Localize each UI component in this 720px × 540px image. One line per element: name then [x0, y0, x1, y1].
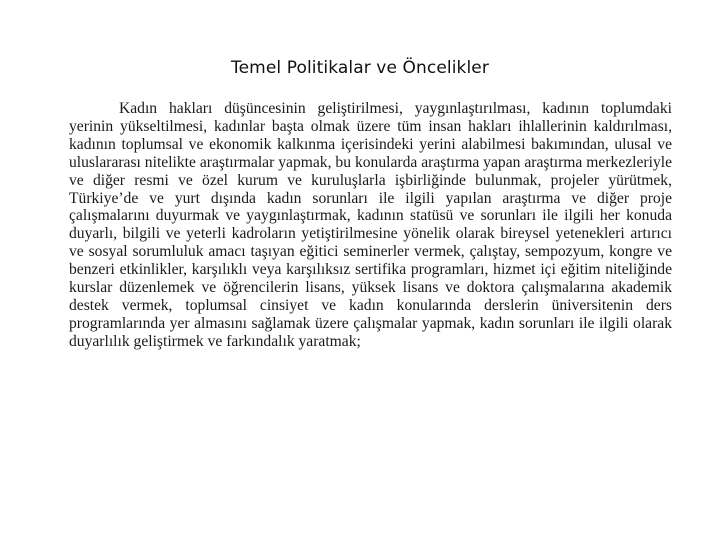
slide-title: Temel Politikalar ve Öncelikler — [231, 58, 489, 78]
slide-body-text: Kadın hakları düşüncesinin geliştirilmesi, yaygınlaştırılması, kadının toplumdaki yerinin yükseltilmesi, kadınlar başta olmak üzere tüm insan hakları ihlallerinin kaldırılması, kadının toplumsal ve ekonomik kalkınma içerisindeki yerini alabilmesi bakımından, ulusal ve uluslararası nitelikte araştırmalar yapmak, bu konularda araştırma yapan araştırma merkezleriyle ve diğer resmi ve özel kurum ve kuruluşlarla işbirliğinde bulunmak, projeler yürütmek, Türkiye’de ve yurt dışında kadın sorunları ile ilgili yapılan araştırma ve diğer proje çalışmalarını duyurmak ve yaygınlaştırmak, kadının statüsü ve sorunları ile ilgili her konuda duyarlı, bilgili ve yeterli kadroların yetiştirilmesine yönelik olarak bireysel yetenekleri artırıcı ve sosyal sorumluluk amacı taşıyan eğitici seminerler vermek, çalıştay, sempozyum, kongre ve benzeri etkinlikler, karşılıklı veya karşılıksız sertifika programları, hizmet içi eğitim niteliğinde kurslar düzenlemek ve öğrencilerin lisans, yüksek lisans ve doktora çalışmalarına akademik destek vermek, toplumsal cinsiyet ve kadın konularında derslerin üniversitenin ders programlarında yer almasını sağlamak üzere çalışmalar yapmak, kadın sorunları ile ilgili olarak duyarlılık geliştirmek ve farkındalık yaratmak; — [69, 100, 672, 350]
